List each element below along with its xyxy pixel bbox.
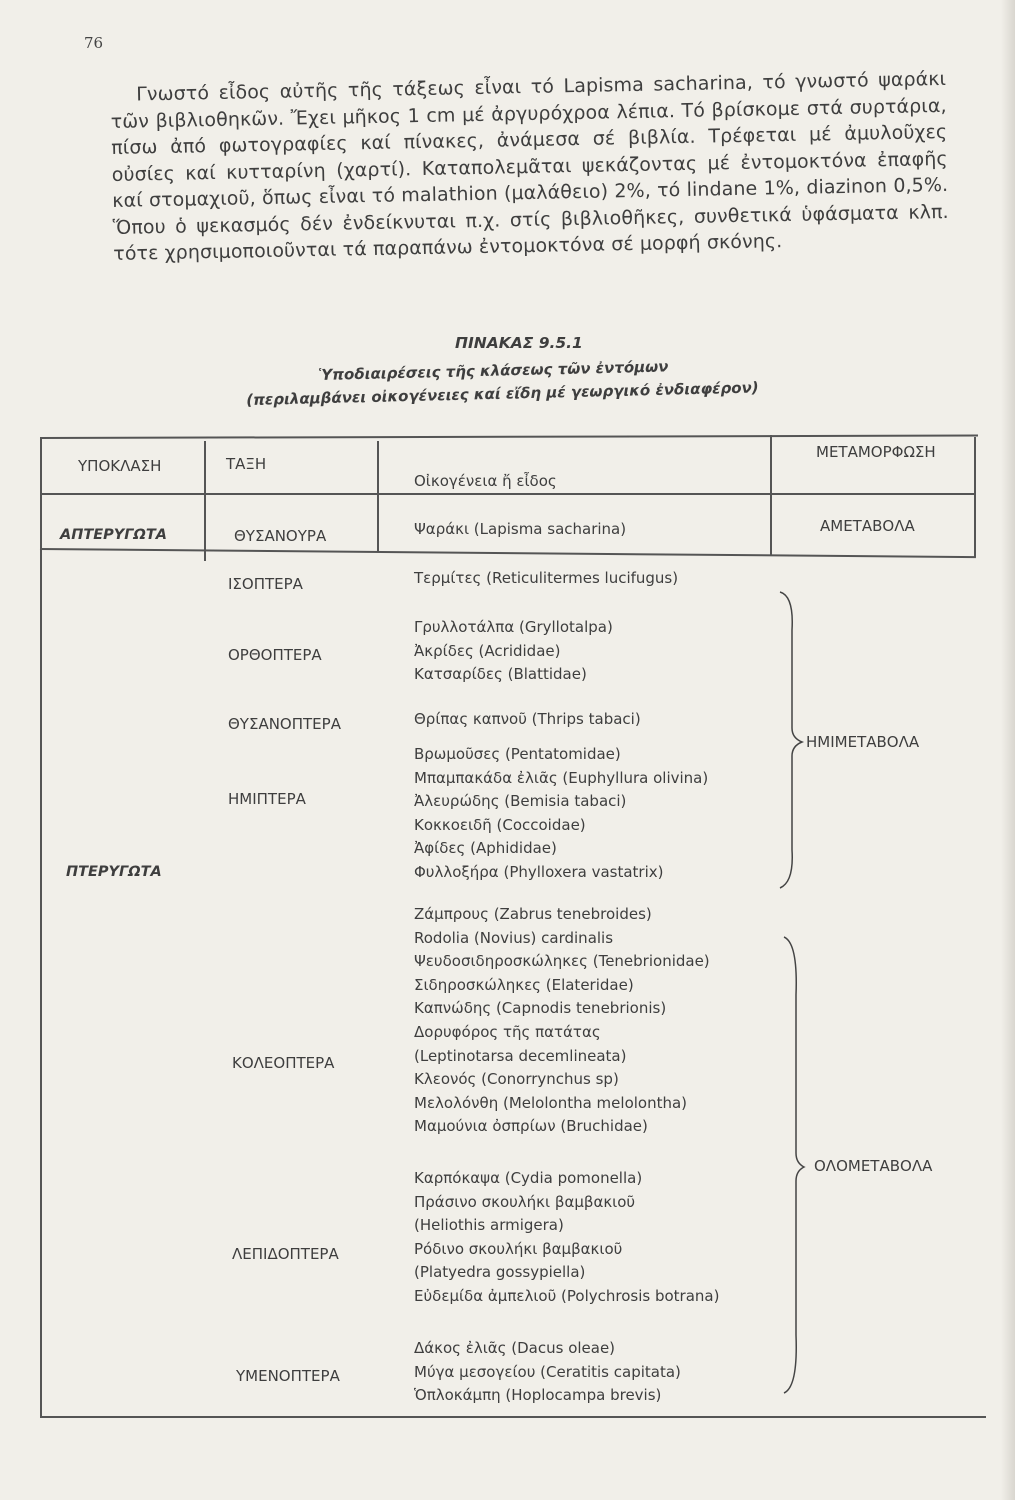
list-item: Ἀκρίδες (Acrididae) (414, 641, 561, 660)
species-list-thysanoptera (414, 708, 641, 732)
list-item: Βρωμοῦσες (Pentatomidae) (414, 745, 621, 763)
order-thysanoptera: ΘΥΣΑΝΟΠΤΕΡΑ (228, 715, 341, 733)
list-item: Ἀλευρώδης (Bemisia tabaci) (414, 792, 627, 811)
apterygota-bottom-rule (40, 548, 976, 558)
list-item: (Platyedra gossypiella) (414, 1263, 586, 1282)
species-list-orthoptera (414, 616, 613, 687)
list-item: Φυλλοξήρα (Phylloxera vastatrix) (414, 862, 664, 881)
list-item: Κλεονός (Conorrynchus sp) (414, 1070, 619, 1089)
list-item: Θρίπας καπνοῦ (Thrips tabaci) (414, 710, 641, 728)
list-item: Δορυφόρος τῆς πατάτας (414, 1022, 601, 1041)
list-item: Σιδηροσκώληκες (Elateridae) (414, 975, 634, 994)
list-item: Γρυλλοτάλπα (Gryllotalpa) (414, 618, 613, 636)
list-item: Μαμούνια ὀσπρίων (Bruchidae) (414, 1117, 648, 1136)
header-bottom-rule (40, 493, 974, 495)
order-hymenoptera: ΥΜΕΝΟΠΤΕΡΑ (236, 1367, 340, 1385)
list-item: Ζάμπρους (Zabrus tenebroides) (414, 905, 652, 923)
table-title: ΠΙΝΑΚΑΣ 9.5.1 (455, 334, 583, 352)
species-list-hemiptera (414, 743, 708, 885)
list-item: (Heliothis armigera) (414, 1216, 564, 1235)
list-item: Καπνώδης (Capnodis tenebrionis) (414, 999, 667, 1018)
table-caption-line2: (περιλαμβάνει οἰκογένειες καί εἴδη μέ γεωργικό ἐνδιαφέρον) (246, 378, 759, 409)
order-hemiptera: ΗΜΙΠΤΕΡΑ (228, 790, 306, 808)
subclass-column-rule (204, 441, 206, 561)
page-number: 76 (84, 34, 104, 52)
order-column-rule (377, 441, 379, 551)
list-item: Μύγα μεσογείου (Ceratitis capitata) (414, 1362, 681, 1381)
order-lepidoptera: ΛΕΠΙΔΟΠΤΕΡΑ (232, 1245, 339, 1263)
order-coleoptera: ΚΟΛΕΟΠΤΕΡΑ (232, 1054, 335, 1072)
list-item: Μελολόνθη (Melolontha melolontha) (414, 1093, 688, 1112)
order-thysanura: ΘΥΣΑΝΟΥΡΑ (234, 527, 327, 545)
list-item: Δάκος ἐλιᾶς (Dacus oleae) (414, 1339, 616, 1357)
list-item: (Leptinotarsa decemlineata) (414, 1046, 627, 1065)
metamorphosis-holometabola: ΟΛΟΜΕΤΑΒΟΛΑ (814, 1157, 933, 1175)
header-metamorphosis: ΜΕΤΑΜΟΡΦΩΣΗ (816, 443, 936, 461)
holometabola-bracket (780, 935, 810, 1395)
list-item: Ρόδινο σκουλήκι βαμβακιοῦ (414, 1239, 623, 1258)
metamorphosis-column-rule (770, 435, 772, 555)
list-item: Πράσινο σκουλήκι βαμβακιοῦ (414, 1192, 636, 1211)
page-edge (1001, 0, 1015, 1500)
list-item: Rodolia (Novius) cardinalis (414, 928, 614, 947)
metamorphosis-ametabola: ΑΜΕΤΑΒΟΛΑ (820, 517, 915, 535)
metamorphosis-hemimetabola: ΗΜΙΜΕΤΑΒΟΛΑ (806, 733, 920, 751)
species-list-lepidoptera (414, 1167, 719, 1309)
list-item: Κατσαρίδες (Blattidae) (414, 665, 587, 684)
hemimetabola-bracket (776, 590, 806, 890)
table-caption-line1: Ὑποδιαιρέσεις τῆς κλάσεως τῶν ἐντόμων (318, 357, 669, 384)
table-right-rule (974, 437, 976, 557)
list-item: Μπαμπακάδα ἐλιᾶς (Euphyllura olivina) (414, 768, 709, 787)
list-item: Τερμίτες (Reticulitermes lucifugus) (414, 569, 679, 587)
list-item: Ἀφίδες (Aphididae) (414, 839, 557, 858)
subclass-pterygota: ΠΤΕΡΥΓΩΤΑ (66, 864, 162, 880)
table-bottom-rule (40, 1416, 986, 1418)
list-item: Ὁπλοκάμπη (Hoplocampa brevis) (414, 1386, 662, 1405)
header-order: ΤΑΞΗ (226, 455, 267, 473)
species-list-isoptera (414, 567, 678, 591)
order-isoptera: ΙΣΟΠΤΕΡΑ (228, 575, 303, 593)
list-item: Καρπόκαψα (Cydia pomonella) (414, 1169, 643, 1187)
species-list-coleoptera (414, 903, 710, 1139)
table-top-rule (40, 435, 978, 439)
subclass-apterygota: ΑΠΤΕΡΥΓΩΤΑ (60, 527, 167, 543)
table-left-rule (40, 437, 42, 1417)
list-item: Εὐδεμίδα ἀμπελιοῦ (Polychrosis botrana) (414, 1286, 720, 1305)
list-item: Κοκκοειδῆ (Coccoidae) (414, 815, 586, 834)
list-item: Ψευδοσιδηροσκώληκες (Tenebrionidae) (414, 952, 710, 971)
species-list-hymenoptera (414, 1337, 681, 1408)
order-orthoptera: ΟΡΘΟΠΤΕΡΑ (228, 646, 322, 664)
header-subclass: ΥΠΟΚΛΑΣΗ (78, 457, 162, 475)
header-family: Οἰκογένεια ἤ εἶδος (414, 472, 557, 490)
intro-paragraph: Γνωστό εἶδος αὐτῆς τῆς τάξεως εἶναι τό Lapisma sacharina, τό γνωστό ψαράκι τῶν βιβλιοθηκῶν. Ἔχει μῆκος 1 cm μέ ἀργυρόχροα λέπια. Τό βρίσκομε στά συρτάρια, πίσω ἀπό φωτογραφίες καί πίνακες, ἀνάμεσα σέ βιβλία. Τρέφεται μέ ἀμυλοῦχες οὐσίες καί κυτταρίνη (χαρτί). Καταπολεμᾶται ψεκάζοντας μέ ἐντομοκτόνα ἐπαφῆς καί στομαχιοῦ, ὅπως εἶναι τό malathion (μαλάθειο) 2%, τό lindane 1%, diazinon 0,5%. Ὅπου ὁ ψεκασμός δέν ἐνδείκνυται π.χ. στίς βιβλιοθῆκες, συνθετικά ὑφάσματα κλπ. τότε χρησιμοποιοῦνται τά παραπάνω ἐντομοκτόνα σέ μορφή σκόνης. (110, 67, 949, 265)
species-lapisma: Ψαράκι (Lapisma sacharina) (414, 520, 627, 538)
